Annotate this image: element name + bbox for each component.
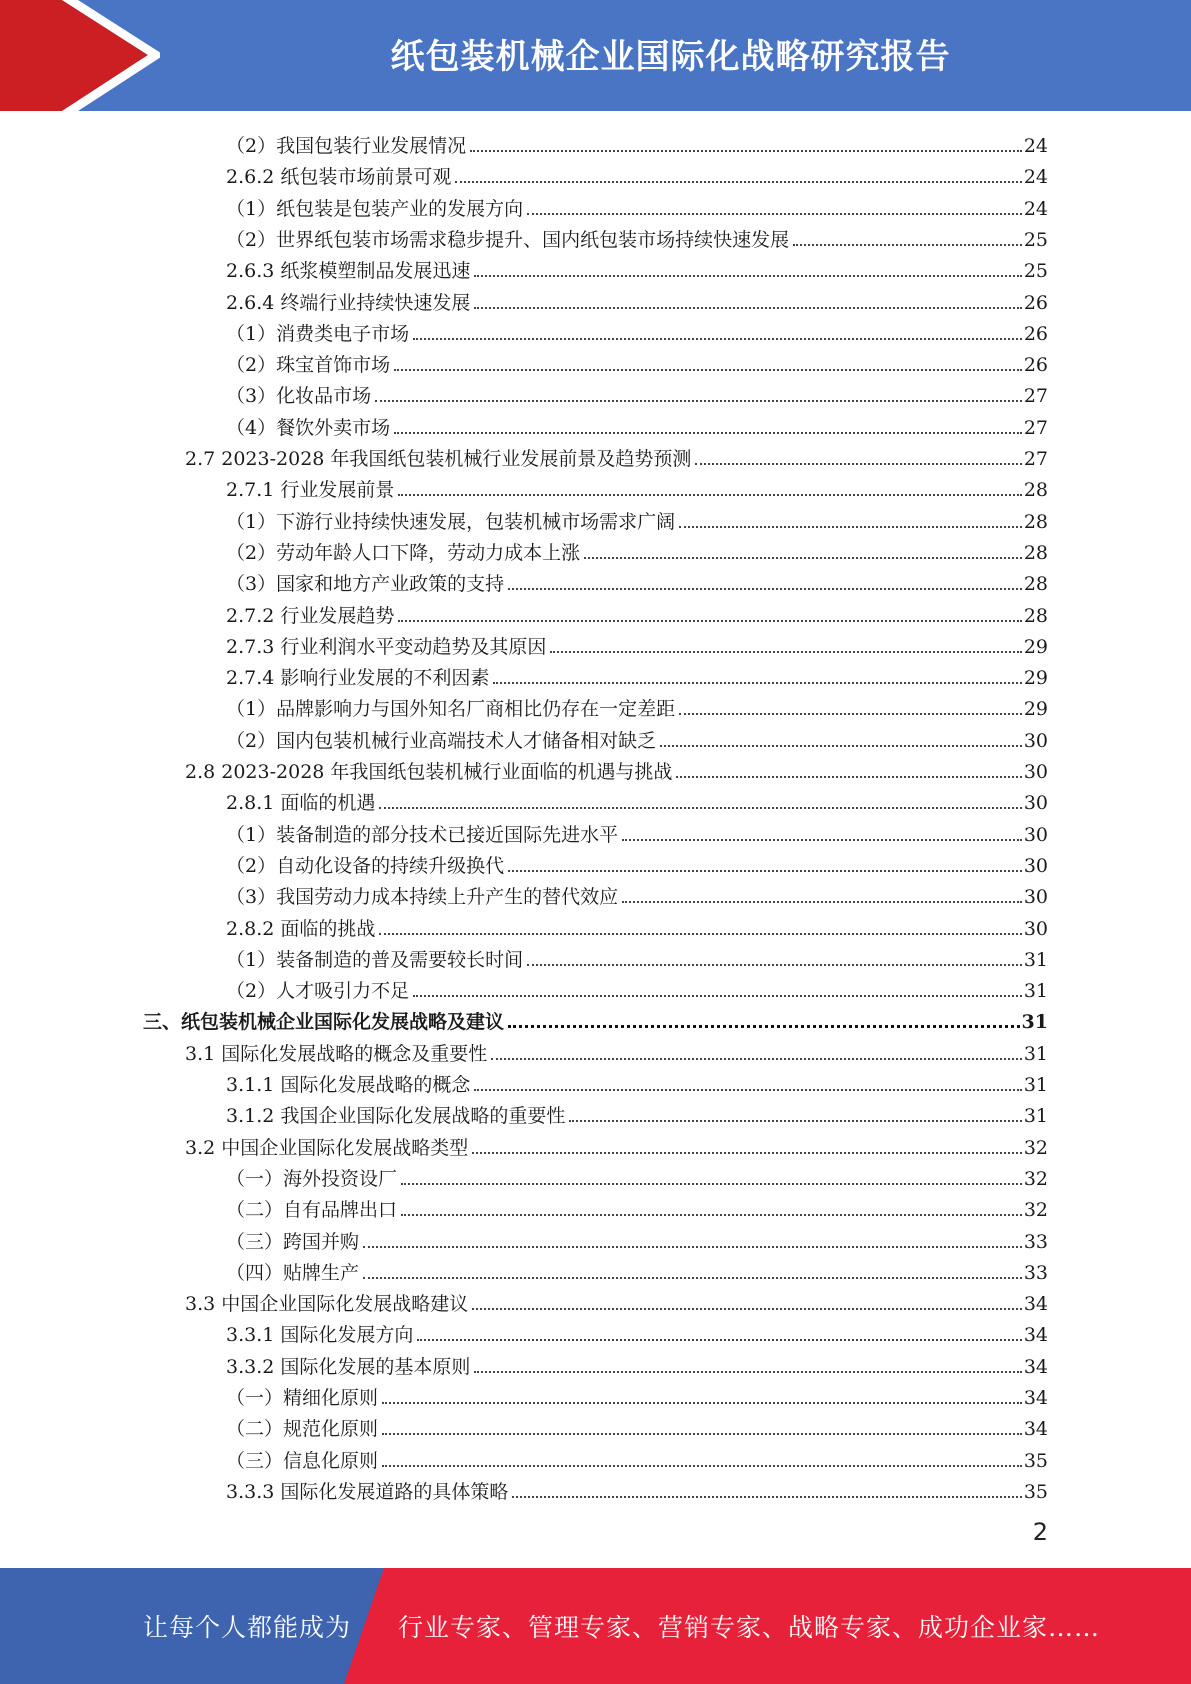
toc-entry-label: （二）规范化原则 (226, 1418, 379, 1440)
toc-entry-label: 3.3.1 国际化发展方向 (226, 1324, 414, 1346)
toc-entry[interactable] (226, 690, 1048, 721)
toc-entry[interactable] (226, 816, 1048, 847)
toc-entry[interactable] (226, 1442, 1048, 1473)
toc-entry[interactable] (226, 941, 1048, 972)
toc-entry-label: （3）国家和地方产业政策的支持 (226, 573, 505, 595)
toc-entry[interactable] (226, 534, 1048, 565)
toc-entry-label: 2.8.2 面临的挑战 (226, 918, 376, 940)
toc-entry[interactable] (226, 1066, 1048, 1097)
toc-entry[interactable] (185, 1129, 1048, 1160)
toc-entry-label: 2.8.1 面临的机遇 (226, 792, 376, 814)
toc-entry-label: （1）装备制造的部分技术已接近国际先进水平 (226, 824, 619, 846)
toc-entry-label: （3）我国劳动力成本持续上升产生的替代效应 (226, 886, 619, 908)
toc-entry[interactable] (185, 1035, 1048, 1066)
toc-leader-dots (622, 839, 1022, 841)
toc-entry-page: 25 (1023, 229, 1048, 251)
toc-entry-label: 3.3 中国企业国际化发展战略建议 (185, 1293, 469, 1315)
toc-leader-dots (550, 651, 1021, 653)
toc-entry-page: 26 (1023, 292, 1048, 314)
toc-entry-page: 35 (1023, 1450, 1048, 1472)
toc-leader-dots (695, 463, 1021, 465)
toc-leader-dots (584, 557, 1022, 559)
toc-entry-label: 2.7.2 行业发展趋势 (226, 605, 395, 627)
toc-entry-label: 2.7.3 行业利润水平变动趋势及其原因 (226, 636, 547, 658)
toc-entry-label: （2）世界纸包装市场需求稳步提升、国内纸包装市场持续快速发展 (226, 229, 790, 251)
toc-entry-label: 2.7.1 行业发展前景 (226, 479, 395, 501)
toc-entry-label: （2）劳动年龄人口下降，劳动力成本上涨 (226, 542, 581, 564)
toc-entry-label: （2）人才吸引力不足 (226, 980, 410, 1002)
toc-entry-label: 2.7.4 影响行业发展的不利因素 (226, 667, 490, 689)
toc-entry-label: （三）跨国并购 (226, 1231, 360, 1253)
toc-entry-page: 30 (1023, 918, 1048, 940)
toc-entry-page: 27 (1023, 417, 1048, 439)
toc-entry[interactable] (185, 753, 1048, 784)
toc-entry[interactable] (226, 1473, 1048, 1504)
toc-leader-dots (379, 933, 1021, 935)
toc-leader-dots (394, 369, 1022, 371)
toc-leader-dots (512, 1496, 1021, 1498)
toc-entry[interactable] (226, 221, 1048, 252)
toc-entry-page: 30 (1023, 792, 1048, 814)
toc-leader-dots (455, 181, 1021, 183)
toc-entry[interactable] (226, 1191, 1048, 1222)
toc-entry-page: 32 (1023, 1168, 1048, 1190)
toc-entry-label: （二）自有品牌出口 (226, 1199, 398, 1221)
toc-entry-label: 2.6.4 终端行业持续快速发展 (226, 292, 471, 314)
toc-leader-dots (508, 870, 1022, 872)
toc-entry-label: （一）海外投资设厂 (226, 1168, 398, 1190)
toc-entry[interactable] (226, 346, 1048, 377)
toc-leader-dots (375, 400, 1022, 402)
toc-entry-page: 30 (1023, 730, 1048, 752)
toc-entry-page: 31 (1023, 949, 1048, 971)
toc-entry[interactable] (185, 1285, 1048, 1316)
toc-entry-label: （3）化妆品市场 (226, 385, 372, 407)
toc-entry[interactable] (226, 1223, 1048, 1254)
toc-entry[interactable] (226, 784, 1048, 815)
toc-entry[interactable] (226, 878, 1048, 909)
toc-entry-page: 28 (1023, 511, 1048, 533)
toc-entry-label: 3.2 中国企业国际化发展战略类型 (185, 1137, 469, 1159)
toc-leader-dots (382, 1465, 1022, 1467)
toc-entry[interactable] (226, 1410, 1048, 1441)
toc-entry-page: 30 (1023, 886, 1048, 908)
toc-entry[interactable] (226, 628, 1048, 659)
toc-entry-label: （2）我国包装行业发展情况 (226, 135, 467, 157)
toc-leader-dots (472, 1152, 1022, 1154)
toc-entry[interactable] (226, 722, 1048, 753)
toc-entry-label: （1）纸包装是包装产业的发展方向 (226, 198, 524, 220)
toc-leader-dots (508, 588, 1022, 590)
toc-entry-page: 28 (1023, 479, 1048, 501)
toc-leader-dots (679, 526, 1022, 528)
toc-leader-dots (527, 213, 1022, 215)
toc-entry-page: 30 (1023, 824, 1048, 846)
toc-entry-label: （1）装备制造的普及需要较长时间 (226, 949, 524, 971)
toc-entry-page: 31 (1023, 1105, 1048, 1127)
toc-leader-dots (382, 1402, 1022, 1404)
toc-entry-label: 3.1.1 国际化发展战略的概念 (226, 1074, 471, 1096)
toc-leader-dots (508, 1025, 1020, 1028)
toc-entry[interactable] (226, 409, 1048, 440)
toc-entry-page: 33 (1023, 1262, 1048, 1284)
page-number: 2 (1032, 1518, 1048, 1546)
toc-entry[interactable] (185, 440, 1048, 471)
toc-entry-label: 3.3.2 国际化发展的基本原则 (226, 1356, 471, 1378)
toc-entry-page: 35 (1023, 1481, 1048, 1503)
toc-entry-label: 2.7 2023-2028 年我国纸包装机械行业发展前景及趋势预测 (185, 448, 692, 470)
toc-entry-page: 24 (1023, 166, 1048, 188)
toc-entry-page: 30 (1023, 761, 1048, 783)
toc-entry[interactable] (226, 1379, 1048, 1410)
toc-entry[interactable] (226, 1160, 1048, 1191)
toc-leader-dots (382, 1433, 1022, 1435)
toc-leader-dots (363, 1246, 1022, 1248)
toc-entry[interactable] (226, 1254, 1048, 1285)
toc-leader-dots (401, 1214, 1022, 1216)
toc-entry-page: 31 (1023, 980, 1048, 1002)
toc-entry[interactable] (143, 1003, 1048, 1034)
toc-entry-page: 27 (1023, 448, 1048, 470)
toc-entry-page: 26 (1023, 323, 1048, 345)
toc-entry-label: 三、纸包装机械企业国际化发展战略及建议 (143, 1011, 505, 1033)
toc-entry-label: （四）贴牌生产 (226, 1262, 360, 1284)
toc-leader-dots (474, 307, 1021, 309)
report-header (0, 0, 1191, 111)
toc-entry-page: 34 (1023, 1324, 1048, 1346)
toc-entry-page: 29 (1023, 698, 1048, 720)
toc-leader-dots (413, 995, 1022, 997)
toc-leader-dots (394, 432, 1022, 434)
toc-entry[interactable] (226, 471, 1048, 502)
toc-entry-label: （三）信息化原则 (226, 1450, 379, 1472)
toc-entry-page: 25 (1023, 260, 1048, 282)
toc-leader-dots (474, 1089, 1021, 1091)
toc-entry[interactable] (226, 659, 1048, 690)
toc-entry[interactable] (226, 284, 1048, 315)
toc-entry-page: 34 (1023, 1418, 1048, 1440)
toc-entry-page: 34 (1023, 1387, 1048, 1409)
toc-entry[interactable] (226, 1097, 1048, 1128)
footer-slogan-left: 让每个人都能成为 (143, 1613, 352, 1642)
toc-entry[interactable] (226, 565, 1048, 596)
footer-slogan-right: 行业专家、管理专家、营销专家、战略专家、成功企业家…… (398, 1613, 1101, 1642)
toc-leader-dots (398, 620, 1021, 622)
toc-entry-page: 34 (1023, 1293, 1048, 1315)
toc-entry[interactable] (226, 190, 1048, 221)
toc-leader-dots (679, 713, 1022, 715)
toc-entry-label: 3.3.3 国际化发展道路的具体策略 (226, 1481, 509, 1503)
toc-leader-dots (569, 1120, 1021, 1122)
toc-leader-dots (472, 1308, 1022, 1310)
toc-entry[interactable] (226, 847, 1048, 878)
toc-leader-dots (474, 275, 1021, 277)
toc-entry-label: 3.1 国际化发展战略的概念及重要性 (185, 1043, 488, 1065)
toc-entry[interactable] (226, 127, 1048, 158)
toc-entry-label: 2.8 2023-2028 年我国纸包装机械行业面临的机遇与挑战 (185, 761, 673, 783)
toc-entry-page: 33 (1023, 1231, 1048, 1253)
toc-entry-page: 34 (1023, 1356, 1048, 1378)
toc-entry-page: 26 (1023, 354, 1048, 376)
toc-leader-dots (793, 244, 1022, 246)
toc-entry-label: （1）品牌影响力与国外知名厂商相比仍存在一定差距 (226, 698, 676, 720)
toc-entry-page: 32 (1023, 1199, 1048, 1221)
toc-entry[interactable] (226, 503, 1048, 534)
toc-entry[interactable] (226, 1316, 1048, 1347)
toc-entry-page: 29 (1023, 667, 1048, 689)
toc-leader-dots (493, 682, 1021, 684)
toc-leader-dots (379, 807, 1021, 809)
toc-entry[interactable] (226, 158, 1048, 189)
toc-entry[interactable] (226, 377, 1048, 408)
toc-entry-page: 31 (1023, 1074, 1048, 1096)
toc-leader-dots (474, 1371, 1021, 1373)
toc-entry-page: 29 (1023, 636, 1048, 658)
toc-entry-label: （一）精细化原则 (226, 1387, 379, 1409)
toc-leader-dots (401, 1183, 1022, 1185)
toc-entry-page: 28 (1023, 542, 1048, 564)
toc-entry-label: （4）餐饮外卖市场 (226, 417, 391, 439)
report-title: 纸包装机械企业国际化战略研究报告 (390, 36, 951, 77)
toc-entry-page: 32 (1023, 1137, 1048, 1159)
toc-entry-label: 3.1.2 我国企业国际化发展战略的重要性 (226, 1105, 566, 1127)
toc-entry[interactable] (226, 972, 1048, 1003)
toc-entry-page: 31 (1021, 1011, 1048, 1033)
toc-entry[interactable] (226, 597, 1048, 628)
toc-entry[interactable] (226, 315, 1048, 346)
toc-entry-label: （2）珠宝首饰市场 (226, 354, 391, 376)
toc-leader-dots (491, 1058, 1022, 1060)
toc-entry-page: 24 (1023, 135, 1048, 157)
toc-entry[interactable] (226, 910, 1048, 941)
toc-entry-page: 30 (1023, 855, 1048, 877)
toc-leader-dots (676, 776, 1021, 778)
toc-entry-label: 2.6.2 纸包装市场前景可观 (226, 166, 452, 188)
toc-leader-dots (413, 338, 1022, 340)
toc-entry-label: （1）消费类电子市场 (226, 323, 410, 345)
toc-leader-dots (398, 494, 1021, 496)
toc-leader-dots (660, 745, 1022, 747)
toc-entry-label: （1）下游行业持续快速发展，包装机械市场需求广阔 (226, 511, 676, 533)
toc-entry-page: 24 (1023, 198, 1048, 220)
toc-entry-label: （2）自动化设备的持续升级换代 (226, 855, 505, 877)
toc-leader-dots (363, 1277, 1022, 1279)
toc-entry-page: 28 (1023, 605, 1048, 627)
toc-entry-page: 31 (1023, 1043, 1048, 1065)
toc-entry[interactable] (226, 1348, 1048, 1379)
toc-leader-dots (527, 964, 1022, 966)
toc-entry[interactable] (226, 252, 1048, 283)
toc-leader-dots (622, 901, 1022, 903)
toc-leader-dots (417, 1339, 1021, 1341)
toc-entry-page: 27 (1023, 385, 1048, 407)
toc-entry-page: 28 (1023, 573, 1048, 595)
chevron-arrow-icon (0, 0, 160, 111)
toc-entry-label: （2）国内包装机械行业高端技术人才储备相对缺乏 (226, 730, 657, 752)
toc-entry-label: 2.6.3 纸浆模塑制品发展迅速 (226, 260, 471, 282)
toc-leader-dots (470, 150, 1022, 152)
report-footer (0, 1568, 1191, 1684)
